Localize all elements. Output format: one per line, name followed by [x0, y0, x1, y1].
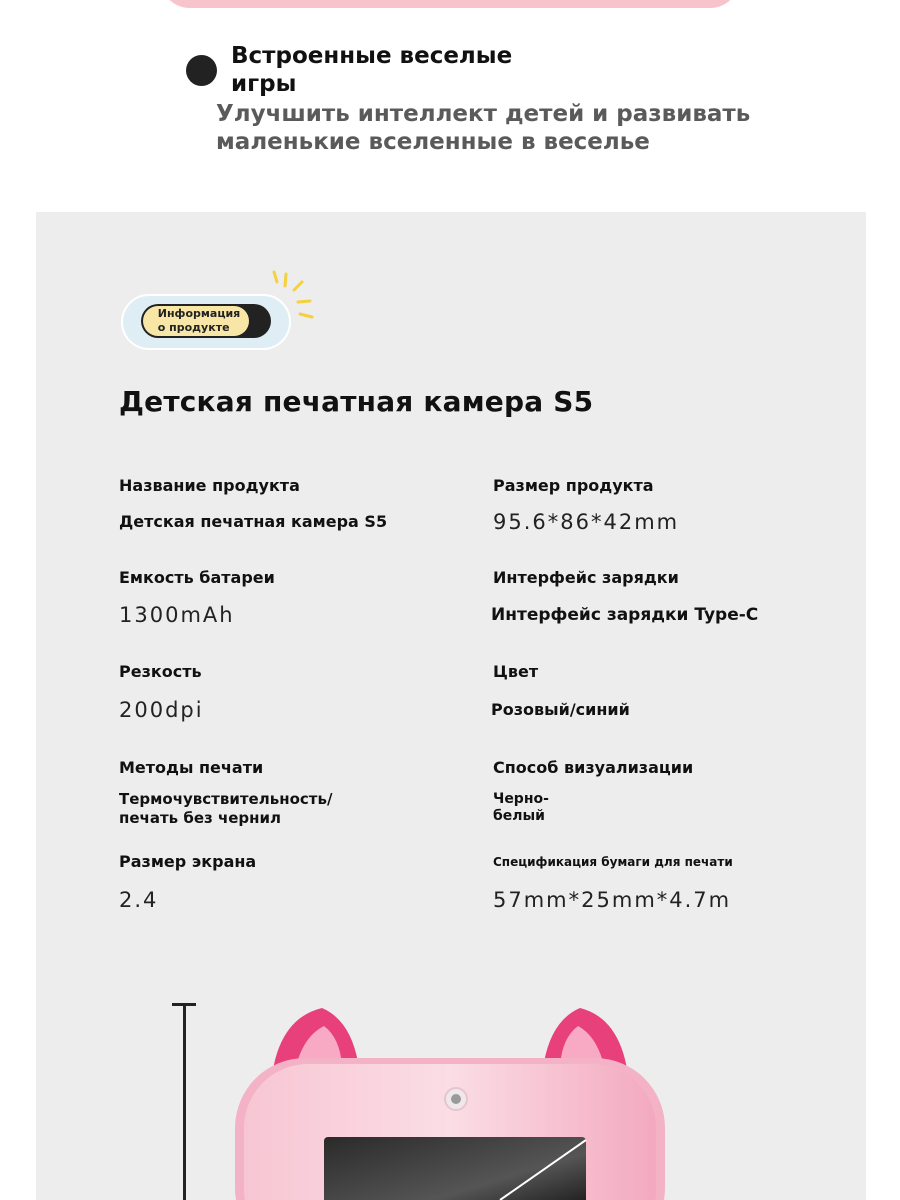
visualization-label: Способ визуализации [493, 758, 694, 777]
camera-illustration [230, 1000, 670, 1200]
sparkle-icon [268, 268, 318, 323]
color-value: Розовый/синий [491, 700, 630, 719]
feature-description: Улучшить интеллект детей и развивать маленькие вселенные в веселье [216, 101, 751, 155]
product-title: Детская печатная камера S5 [119, 385, 594, 418]
product-name-value: Детская печатная камера S5 [119, 512, 388, 531]
print-method-label: Методы печати [119, 758, 264, 777]
product-name-label: Название продукта [119, 476, 300, 495]
sharpness-label: Резкость [119, 662, 202, 681]
bullet-dot-icon [186, 55, 217, 86]
sharpness-value: 200dpi [119, 698, 204, 722]
print-method-value: Термочувствительность/ печать без чернил [119, 790, 333, 827]
product-size-value: 95.6*86*42mm [493, 510, 680, 534]
color-label: Цвет [493, 662, 539, 681]
screen-size-label: Размер экрана [119, 852, 257, 871]
charging-label: Интерфейс зарядки [493, 568, 679, 587]
height-dimension-line [183, 1004, 186, 1200]
battery-label: Емкость батареи [119, 568, 275, 587]
feature-title: Встроенные веселые игры [231, 43, 513, 97]
screen-size-value: 2.4 [119, 888, 159, 912]
paper-spec-label: Спецификация бумаги для печати [493, 855, 733, 869]
info-badge-label: Информация о продукте [157, 307, 241, 334]
paper-spec-value: 57mm*25mm*4.7m [493, 888, 732, 912]
visualization-value: Черно- белый [493, 791, 549, 824]
charging-value: Интерфейс зарядки Type-C [491, 605, 759, 625]
product-size-label: Размер продукта [493, 476, 654, 495]
product-image-top-edge [160, 0, 740, 8]
battery-value: 1300mAh [119, 603, 235, 627]
